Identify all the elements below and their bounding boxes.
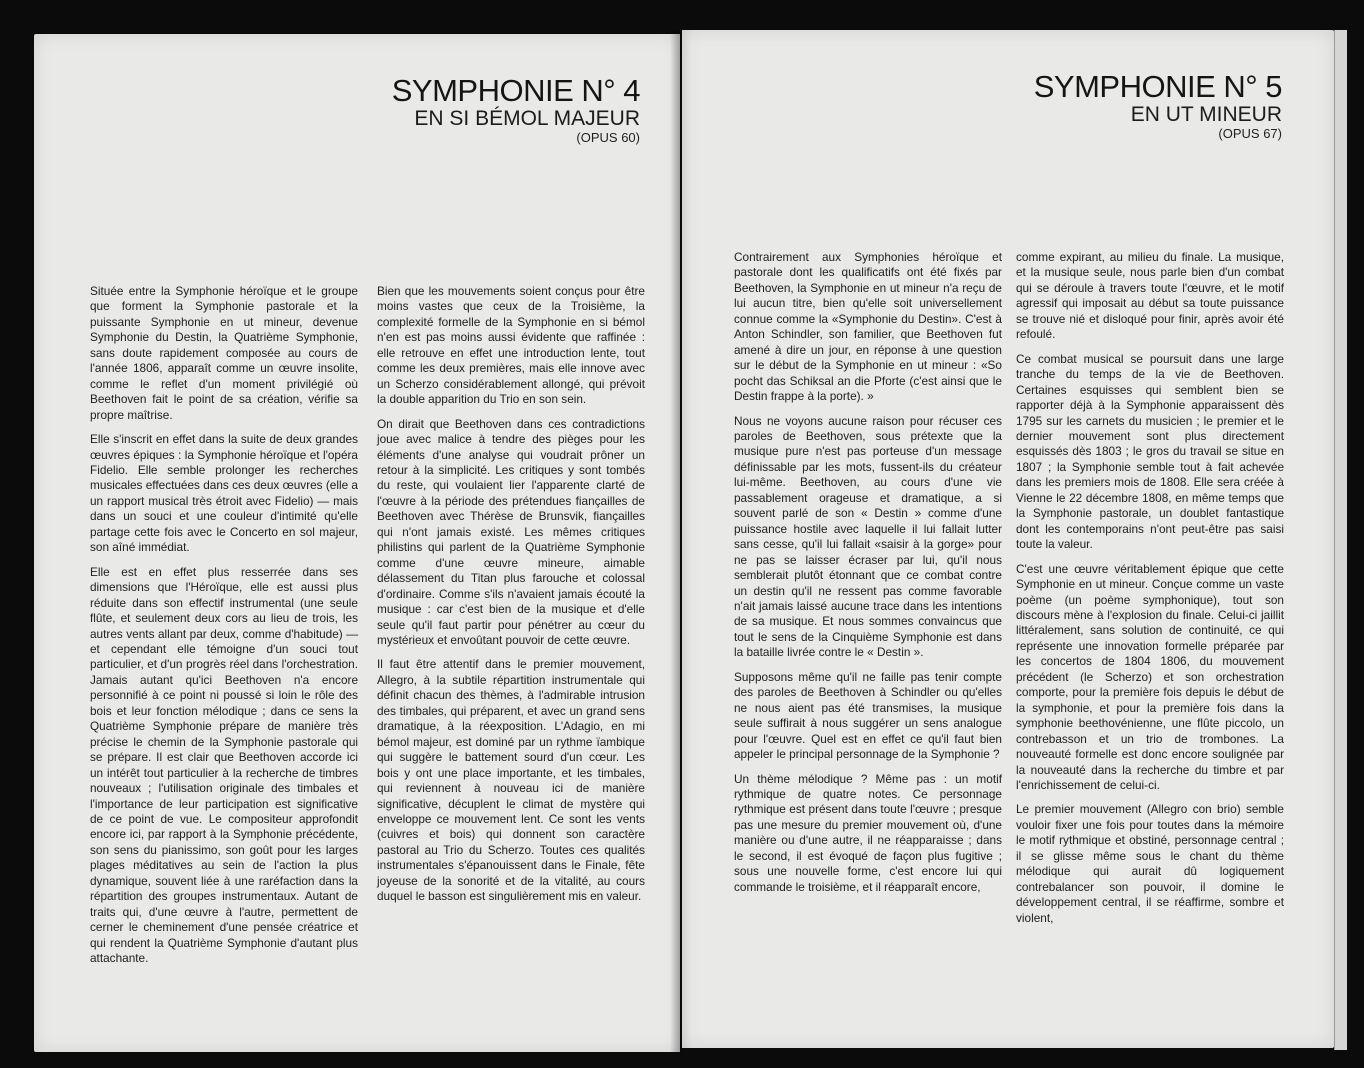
right-column-2 [1016, 250, 1284, 926]
paragraph: C'est une œuvre véritablement épique que cette Symphonie en ut mineur. Conçue comme un vaste poème (un poème symphonique), tout son discours mène à l'explosion du finale. Celui-ci jaillit littéralement, sans solution de continuité, ce qui représente une innovation formelle préparée par les concertos de 1804 1806, du mouvement précédent (le Scherzo) et son orchestration comporte, pour la première fois depuis le début de la symphonie, et pour la première fois dans la symphonie beethovénienne, une flûte piccolo, un contrebasson et un trio de trombones. La nouveauté formelle est donc encore soulignée par la nouveauté dans la recherche du timbre et par l'enrichissement de celui-ci. [1016, 561, 1284, 792]
right-subtitle: EN UT MINEUR [1130, 103, 1282, 126]
paragraph: Le premier mouvement (Allegro con brio) semble vouloir fixer une fois pour toutes dans la mémoire le motif rythmique et obstiné, personnage central ; il se glisse même sous le chant du thème mélodique qui aurait dû logiquement contrebalancer son pouvoir, il domine le développement central, il se réaffirme, sombre et violent, [1016, 802, 1284, 925]
right-title-block [882, 70, 1282, 142]
left-subtitle: EN SI BÉMOL MAJEUR [414, 107, 640, 130]
right-opus: (OPUS 67) [1218, 126, 1282, 141]
right-page [682, 30, 1334, 1048]
paragraph: On dirait que Beethoven dans ces contradictions joue avec malice à tendre des pièges pour les éléments d'une analyse qui voudrait prôner un retour à la simplicité. Les critiques y sont tombés du reste, qui voulaient lier l'apparente clarté de l'œuvre à la période des prétendues fiançailles de Beethoven avec Thérèse de Brunsvik, fiançailles qui n'ont jamais existé. Les mêmes critiques philistins qui parlent de la Quatrième Symphonie comme d'une œuvre mineure, aimable délassement du Titan plus farouche et colossal d'ordinaire. Comme s'ils n'avaient jamais écouté la musique : car c'est bien de la musique et d'elle seule qu'il faut partir pour pénétrer au cœur du mystérieux et envoûtant pouvoir de cette œuvre. [377, 416, 645, 647]
paragraph: comme expirant, au milieu du finale. La musique, et la musique seule, nous parle bien d'un combat qui se déroule à travers toute l'œuvre, et le motif agressif qui imposait au début sa toute puissance se trouve nié et disloqué pour finir, après avoir été refoulé. [1016, 250, 1284, 342]
paragraph: Bien que les mouvements soient conçus pour être moins vastes que ceux de la Troisième, la complexité formelle de la Symphonie en si bémol n'en est pas moins aussi évidente que raffinée : elle retrouve en effet une introduction lente, tout comme les deux premières, mais elle innove avec un Scherzo considérablement allongé, qui prévoit la double apparition du Trio en son sein. [377, 284, 645, 407]
paragraph: Nous ne voyons aucune raison pour récuser ces paroles de Beethoven, sous prétexte que la musique pure n'est pas porteuse d'un message définissable par les mots, fussent-ils du créateur lui-même. Beethoven, au cours d'une vie passablement orageuse et dramatique, a si souvent parlé de son « Destin » comme d'une puissance hostile avec laquelle il lui fallait lutter sans cesse, qu'il lui fallait «saisir à la gorge» pour ne pas se laisser écraser par lui, qu'il nous semblerait plutôt étonnant que ce combat contre un destin qu'il ne ressent pas comme favorable n'ait jamais laissé aucune trace dans les intentions de sa musique. Et nous sommes convaincus que tout le sens de la Cinquième Symphonie est dans la bataille livrée contre le « Destin ». [734, 413, 1002, 660]
right-column-1 [734, 250, 1002, 895]
right-title: SYMPHONIE N° 5 [1033, 69, 1282, 104]
paragraph: Elle s'inscrit en effet dans la suite de deux grandes œuvres épiques : la Symphonie héroïque et l'opéra Fidelio. Elle semble prolonger les recherches musicales effectuées dans ces deux œuvres (elle a un rapport musical très étroit avec Fidelio) — mais dans un souci et une couleur d'intimité qu'elle partage cette fois avec le Concerto en sol majeur, son aîné immédiat. [90, 432, 358, 555]
paragraph: Supposons même qu'il ne faille pas tenir compte des paroles de Beethoven à Schindler ou qu'elles ne nous aient pas été transmises, la musique seule suffirait à nous suggérer un sens analogue pour l'œuvre. Quel est en effet ce qu'il faut bien appeler le principal personnage de la Symphonie ? [734, 669, 1002, 762]
paragraph: Un thème mélodique ? Même pas : un motif rythmique de quatre notes. Ce personnage rythmique est présent dans toute l'œuvre ; presque pas une mesure du premier mouvement où, d'une manière ou d'une autre, il ne réapparaisse ; dans le second, il est évoqué de façon plus fugitive ; sous une nouvelle forme, c'est encore lui qui commande le troisième, et il réapparaît encore, [734, 771, 1002, 894]
paragraph: Elle est en effet plus resserrée dans ses dimensions que l'Héroïque, elle est aussi plus réduite dans son effectif instrumental (une seule flûte, et seulement deux cors au lieu de trois, les autres vents allant par deux, comme d'habitude) — et cependant elle témoigne d'un souci tout particulier, et d'un progrès réel dans l'orchestration. Jamais autant qu'ici Beethoven n'a encore personnifié à ce point ni poussé si loin le rôle des bois et leur fonction mélodique ; dans ce sens la Quatrième Symphonie prépare de manière très précise le chemin de la Symphonie pastorale qui se prépare. Il est clair que Beethoven accorde ici un intérêt tout particulier à la recherche de timbres nouveaux ; l'utilisation originale des timbales et l'importance de leur participation est significative de ce point de vue. Le compositeur approfondit encore ici, par rapport à la Symphonie précédente, son sens du pianissimo, son goût pour les larges plages méditatives au sein de l'action la plus dynamique, souvent liée à une raréfaction dans la répartition des groupes instrumentaux. Autant de traits qui, d'une œuvre à l'autre, permettent de cerner le cheminement d'une pensée créatrice et qui rendent la Quatrième Symphonie d'autant plus attachante. [90, 564, 358, 966]
page-edge [1334, 30, 1347, 1050]
paragraph: Il faut être attentif dans le premier mouvement, Allegro, à la subtile répartition instrumentale qui définit chacun des thèmes, à l'admirable intrusion des timbales, qui préparent, et avec un grand sens dramatique, à la réexposition. L'Adagio, en mi bémol majeur, est dominé par un rythme ïambique qui suggère le battement sourd d'un cœur. Les bois y ont une place importante, et les timbales, qui reviennent à nouveau ici de manière significative, décuplent le climat de mystère qui enveloppe ce mouvement lent. Ce sont les vents (cuivres et bois) qui donnent son caractère pastoral au Trio du Scherzo. Toutes ces qualités instrumentales s'épanouissent dans le Finale, fête joyeuse de la sonorité et de la vitalité, au cours duquel le basson est singulièrement mis en valeur. [377, 657, 645, 904]
paragraph: Ce combat musical se poursuit dans une large tranche du temps de la vie de Beethoven. Certaines esquisses qui semblent bien se rapporter déjà à la Symphonie apparaissent dès 1795 sur les carnets du musicien ; le premier et le dernier mouvement sont plus directement esquissés dès 1803 ; le gros du travail se situe en 1807 ; la Symphonie semble tout à fait achevée dans les premiers mois de 1808. Elle sera créée à Vienne le 22 décembre 1808, en même temps que la Symphonie pastorale, un doublet fantastique dont les contemporains n'ont peut-être pas saisi toute la valeur. [1016, 351, 1284, 552]
left-page [34, 34, 680, 1052]
left-title: SYMPHONIE N° 4 [391, 73, 640, 108]
left-column-2 [377, 284, 645, 905]
left-column-1 [90, 284, 358, 966]
paragraph: Contrairement aux Symphonies héroïque et pastorale dont les qualificatifs ont été fixés par Beethoven, la Symphonie en ut mineur n'a reçu de lui aucun titre, bien qu'elle soit universellement connue comme la «Symphonie du Destin». C'est à Anton Schindler, son familier, que Beethoven fut amené à dire un jour, en réponse à une question sur le début de la Symphonie en ut mineur : «So pocht das Schiksal an die Pforte (c'est ainsi que le Destin frappe à la porte). » [734, 250, 1002, 404]
left-title-block [240, 74, 640, 146]
paragraph: Située entre la Symphonie héroïque et le groupe que forment la Symphonie pastorale et la puissante Symphonie en ut mineur, devenue Symphonie du Destin, la Quatrième Symphonie, sans doute rapidement composée au cours de l'année 1806, apparaît comme un œuvre insolite, comme le reflet d'un moment privilégié où Beethoven fait le point de sa création, vérifie sa propre maîtrise. [90, 284, 358, 422]
left-opus: (OPUS 60) [576, 130, 640, 145]
